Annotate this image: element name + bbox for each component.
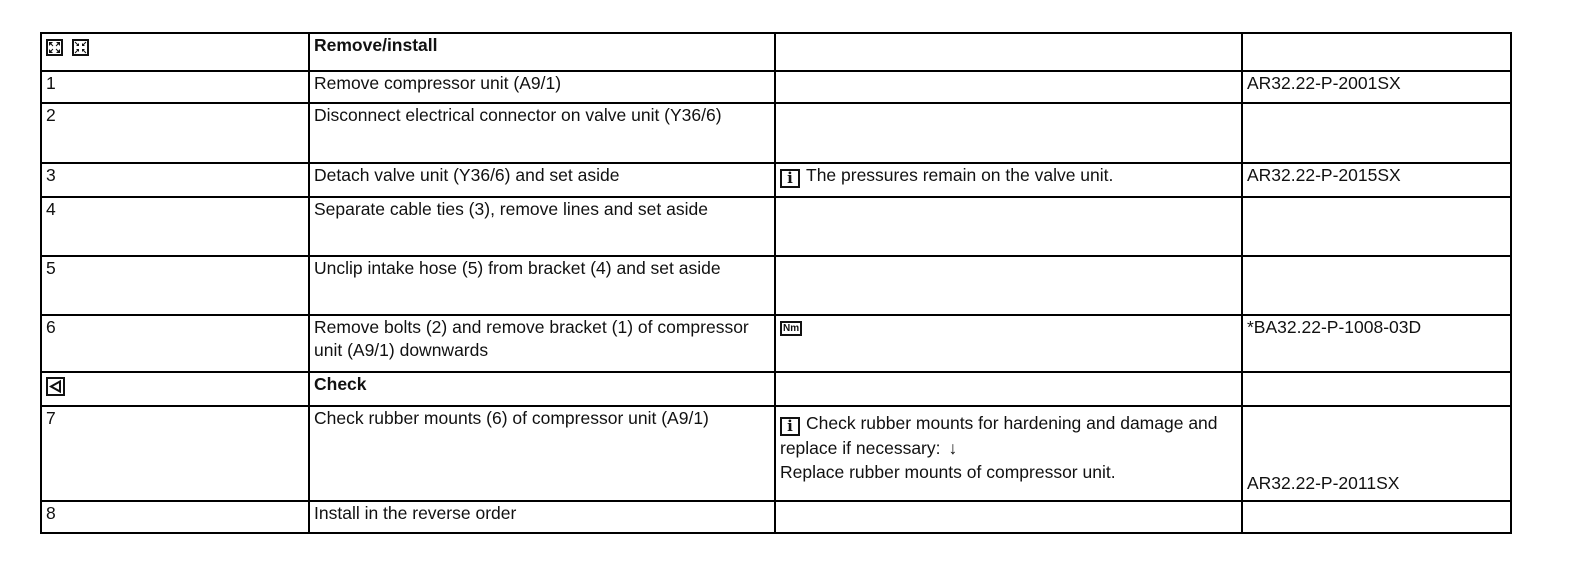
left-triangle-icon — [46, 377, 65, 396]
step-action: Check rubber mounts (6) of compressor unit (A9/1) — [309, 406, 775, 501]
table-row — [41, 103, 1511, 163]
collapse-icon[interactable] — [72, 39, 89, 56]
arrow-down-icon[interactable]: ↓ — [948, 438, 958, 458]
table-row — [41, 315, 1511, 372]
step-action: Separate cable ties (3), remove lines and set aside — [309, 197, 775, 256]
header-icons-cell — [41, 33, 309, 71]
step-action: Detach valve unit (Y36/6) and set aside — [309, 163, 775, 197]
step-note-line2: Replace rubber mounts of compressor unit. — [780, 462, 1116, 482]
table-row — [41, 501, 1511, 533]
step-reference-link[interactable]: AR32.22-P-2001SX — [1242, 71, 1511, 103]
step-note-line1: Check rubber mounts for hardening and damage and replace if necessary: — [780, 413, 1218, 458]
step-number: 5 — [41, 256, 309, 315]
step-reference-link[interactable]: *BA32.22-P-1008-03D — [1242, 315, 1511, 372]
step-note — [775, 71, 1242, 103]
step-reference-link[interactable] — [1242, 103, 1511, 163]
step-note — [775, 103, 1242, 163]
step-number: 7 — [41, 406, 309, 501]
table-row — [41, 406, 1511, 501]
check-marker-cell — [41, 372, 309, 406]
step-reference-link[interactable] — [1242, 501, 1511, 533]
step-note — [775, 197, 1242, 256]
header-col3 — [775, 372, 1242, 406]
step-action: Remove compressor unit (A9/1) — [309, 71, 775, 103]
step-note — [775, 501, 1242, 533]
step-reference-link[interactable]: AR32.22-P-2015SX — [1242, 163, 1511, 197]
step-reference-text[interactable]: AR32.22-P-2011SX — [1247, 473, 1400, 493]
expand-icon[interactable] — [46, 39, 63, 56]
step-reference-link[interactable] — [1242, 406, 1511, 501]
step-number: 3 — [41, 163, 309, 197]
header-col4 — [1242, 372, 1511, 406]
step-note: The pressures remain on the valve unit. — [806, 165, 1114, 185]
step-number: 1 — [41, 71, 309, 103]
section-header-row — [41, 372, 1511, 406]
header-col4 — [1242, 33, 1511, 71]
step-number: 6 — [41, 315, 309, 372]
procedure-table — [40, 32, 1512, 534]
section-title-remove-install: Remove/install — [309, 33, 775, 71]
step-action: Unclip intake hose (5) from bracket (4) and set aside — [309, 256, 775, 315]
info-icon: i — [780, 417, 800, 436]
table-row — [41, 71, 1511, 103]
step-reference-link[interactable] — [1242, 197, 1511, 256]
step-action: Remove bolts (2) and remove bracket (1) of compressor unit (A9/1) downwards — [309, 315, 775, 372]
step-action: Disconnect electrical connector on valve unit (Y36/6) — [309, 103, 775, 163]
step-note-cell — [775, 406, 1242, 501]
step-reference-link[interactable] — [1242, 256, 1511, 315]
step-note-cell — [775, 163, 1242, 197]
info-icon: i — [780, 169, 800, 188]
header-col3 — [775, 33, 1242, 71]
table-row — [41, 163, 1511, 197]
step-action: Install in the reverse order — [309, 501, 775, 533]
step-number: 8 — [41, 501, 309, 533]
section-header-row — [41, 33, 1511, 71]
table-row — [41, 197, 1511, 256]
step-number: 2 — [41, 103, 309, 163]
step-note — [775, 256, 1242, 315]
section-title-check: Check — [309, 372, 775, 406]
torque-nm-icon[interactable]: Nm — [780, 321, 802, 336]
step-number: 4 — [41, 197, 309, 256]
step-note-cell — [775, 315, 1242, 372]
table-row — [41, 256, 1511, 315]
